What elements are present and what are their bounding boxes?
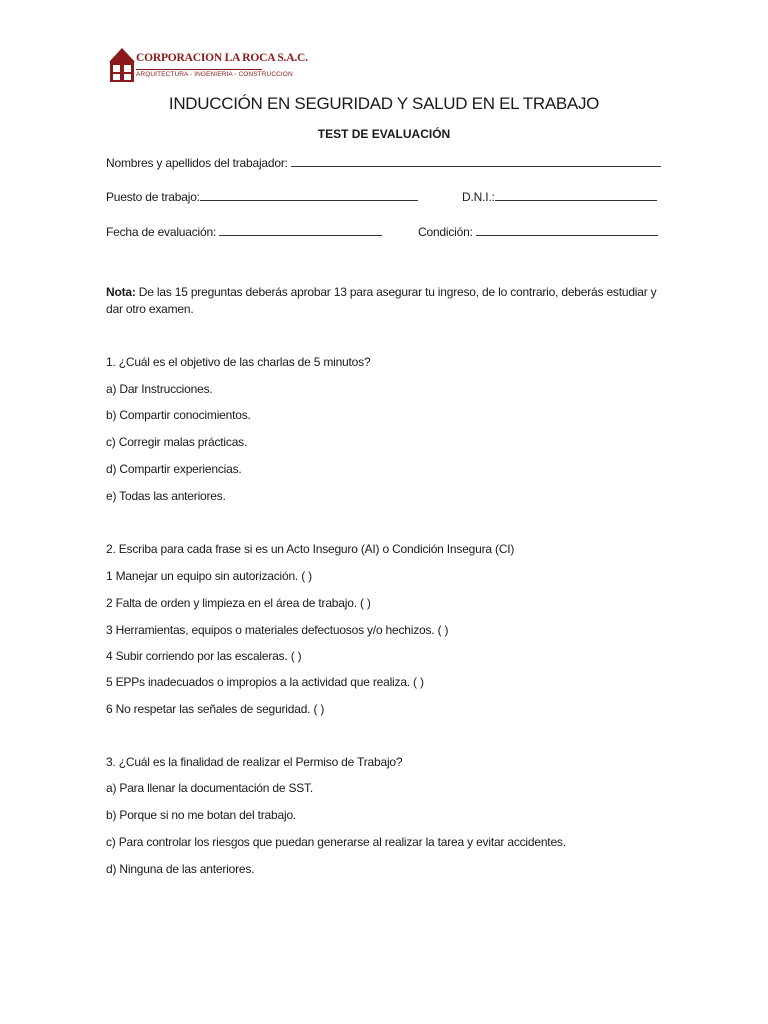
date-field-label: Fecha de evaluación: [106, 225, 217, 239]
date-field-blank[interactable] [219, 224, 382, 236]
option-item[interactable]: e) Todas las anteriores. [106, 489, 226, 503]
option-item[interactable]: a) Para llenar la documentación de SST. [106, 781, 313, 795]
option-item[interactable]: d) Ninguna de las anteriores. [106, 862, 255, 876]
date-field-row [106, 224, 382, 239]
option-item[interactable]: 1 Manejar un equipo sin autorización. ( ) [106, 569, 312, 583]
condition-field-label: Condición: [418, 225, 473, 239]
option-item[interactable]: 6 No respetar las señales de seguridad. ( ) [106, 702, 325, 716]
dni-field-blank[interactable] [495, 189, 657, 201]
question-text: 1. ¿Cuál es el objetivo de las charlas de 5 minutos? [106, 355, 371, 369]
option-item[interactable]: 5 EPPs inadecuados o impropios a la actividad que realiza. ( ) [106, 675, 424, 689]
option-item[interactable]: c) Corregir malas prácticas. [106, 435, 248, 449]
document-title: INDUCCIÓN EN SEGURIDAD Y SALUD EN EL TRABAJO [168, 94, 600, 113]
position-field-blank[interactable] [200, 189, 418, 201]
name-field-label: Nombres y apellidos del trabajador: [106, 156, 288, 170]
company-tagline: ARQUITECTURA - INGENIERIA - CONSTRUCCION [136, 71, 293, 78]
name-field-row [106, 155, 661, 170]
option-item[interactable]: b) Porque si no me botan del trabajo. [106, 808, 297, 822]
company-logo [108, 44, 308, 86]
option-item[interactable]: 2 Falta de orden y limpieza en el área de trabajo. ( ) [106, 596, 371, 610]
note-label: Nota: [106, 285, 136, 299]
note-text: De las 15 preguntas deberás aprobar 13 para asegurar tu ingreso, de lo contrario, deberás estudiar y dar otro examen. [106, 285, 657, 316]
option-item[interactable]: b) Compartir conocimientos. [106, 408, 251, 422]
position-field-row [106, 189, 418, 204]
option-item[interactable]: 4 Subir corriendo por las escaleras. ( ) [106, 649, 302, 663]
condition-field-blank[interactable] [476, 224, 658, 236]
question-text: 3. ¿Cuál es la finalidad de realizar el Permiso de Trabajo? [106, 755, 403, 769]
condition-field-row [418, 224, 658, 239]
option-item[interactable]: 3 Herramientas, equipos o materiales defectuosos y/o hechizos. ( ) [106, 623, 449, 637]
house-logo-icon [108, 44, 136, 86]
option-item[interactable]: a) Dar Instrucciones. [106, 382, 213, 396]
dni-field-row [462, 189, 657, 204]
question-text: 2. Escriba para cada frase si es un Acto Inseguro (AI) o Condición Insegura (CI) [106, 542, 515, 556]
company-name: CORPORACION LA ROCA S.A.C. [136, 52, 308, 64]
dni-field-label: D.N.I.: [462, 190, 495, 204]
option-item[interactable]: c) Para controlar los riesgos que puedan generarse al realizar la tarea y evitar accidentes. [106, 835, 566, 849]
document-subtitle: TEST DE EVALUACIÓN [317, 127, 451, 141]
logo-divider [136, 69, 262, 70]
option-item[interactable]: d) Compartir experiencias. [106, 462, 242, 476]
note-paragraph [106, 284, 666, 318]
name-field-blank[interactable] [291, 155, 661, 167]
position-field-label: Puesto de trabajo: [106, 190, 200, 204]
